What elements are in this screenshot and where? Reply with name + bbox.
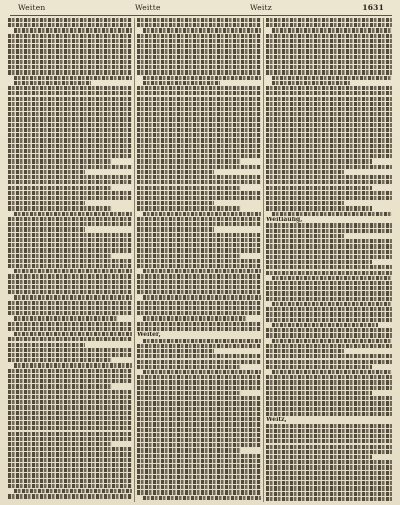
text-line [8, 274, 132, 278]
text-line [266, 434, 392, 438]
text-line [137, 55, 261, 59]
text-line [266, 492, 392, 496]
text-line [266, 312, 392, 316]
text-line [8, 112, 132, 116]
text-column-3 [266, 18, 392, 502]
text-line [8, 191, 132, 195]
text-line [8, 405, 132, 409]
text-line [266, 286, 392, 290]
text-line [8, 348, 132, 352]
text-line [137, 49, 261, 53]
text-line [8, 133, 132, 137]
text-line [143, 370, 261, 374]
text-line [137, 154, 261, 158]
text-line [137, 254, 241, 258]
text-line [14, 332, 132, 336]
text-line [266, 271, 392, 275]
text-line [8, 437, 132, 441]
text-line [137, 391, 241, 395]
text-line [272, 28, 392, 32]
text-line [8, 39, 132, 43]
text-line [8, 447, 132, 451]
text-line [137, 274, 261, 278]
header-rule [10, 15, 392, 16]
text-line [8, 138, 132, 142]
text-line [8, 426, 132, 430]
text-line [266, 186, 372, 190]
text-line [8, 233, 132, 237]
text-line [143, 339, 261, 343]
text-line [266, 191, 392, 195]
text-line [137, 238, 261, 242]
text-line [137, 464, 261, 468]
text-line [137, 407, 261, 411]
text-line [266, 159, 372, 163]
text-line [8, 102, 132, 106]
text-line [137, 97, 261, 101]
text-line [8, 44, 132, 48]
running-head-center-2: Weitz [250, 3, 272, 12]
text-line [266, 65, 392, 69]
text-line [137, 23, 261, 27]
text-line [137, 322, 261, 326]
text-line [137, 396, 261, 400]
text-line [14, 28, 132, 32]
text-line [143, 76, 261, 80]
text-line [137, 375, 261, 379]
text-column-1 [8, 18, 132, 502]
text-line [137, 386, 261, 390]
text-line [8, 301, 132, 305]
text-line [137, 175, 261, 179]
text-line [266, 239, 392, 243]
text-line [14, 81, 91, 85]
text-line [266, 307, 392, 311]
text-line [137, 159, 241, 163]
text-line [266, 44, 392, 48]
text-line [266, 180, 392, 184]
text-line [8, 86, 132, 90]
text-line [8, 379, 132, 383]
text-line [8, 458, 132, 462]
text-line [266, 349, 344, 353]
text-line [137, 248, 261, 252]
text-line [137, 306, 261, 310]
text-line [266, 429, 392, 433]
text-line [8, 180, 132, 184]
text-line [8, 322, 132, 326]
text-line [8, 107, 132, 111]
text-line [8, 70, 132, 74]
text-line [266, 391, 372, 395]
text-line [137, 170, 214, 174]
text-line [266, 465, 392, 469]
text-line [137, 490, 261, 494]
text-line [8, 285, 132, 289]
text-line [137, 117, 261, 121]
running-head-left: Weiten [18, 3, 46, 12]
text-line [143, 295, 261, 299]
text-line [8, 432, 132, 436]
text-line [8, 170, 85, 174]
text-line [266, 497, 392, 501]
text-line [137, 91, 261, 95]
text-line [266, 333, 392, 337]
text-line [137, 227, 214, 231]
text-line [8, 280, 132, 284]
text-line [8, 484, 132, 488]
text-line [266, 407, 392, 411]
text-line [8, 186, 112, 190]
text-line [266, 149, 392, 153]
text-line [8, 65, 132, 69]
text-line [137, 128, 261, 132]
text-line [266, 450, 392, 454]
text-line [137, 422, 261, 426]
text-line [8, 60, 132, 64]
text-line [8, 468, 132, 472]
text-line [137, 233, 261, 237]
text-line [137, 401, 261, 405]
text-line [137, 70, 261, 74]
text-line [266, 49, 392, 53]
text-line [143, 28, 261, 32]
text-line [266, 223, 392, 227]
text-line [266, 144, 392, 148]
text-line [14, 295, 132, 299]
text-line [8, 97, 132, 101]
text-line [143, 496, 261, 500]
column-divider-1 [134, 18, 135, 502]
text-line [137, 123, 261, 127]
text-line [137, 344, 261, 348]
text-line [266, 175, 392, 179]
text-line [137, 243, 261, 247]
text-line [137, 360, 261, 364]
text-line [137, 44, 261, 48]
text-line [8, 343, 85, 347]
entry-headword: Weitläufig, [266, 216, 303, 223]
text-line [8, 123, 132, 127]
text-line [266, 154, 392, 158]
text-line [266, 375, 392, 379]
text-line [266, 460, 392, 464]
text-line [8, 358, 112, 362]
text-line [8, 23, 132, 27]
text-line [266, 328, 392, 332]
text-line [266, 70, 392, 74]
text-line [8, 117, 132, 121]
running-head-center-1: Weitte [135, 3, 161, 12]
text-line [8, 400, 132, 404]
text-line [266, 481, 392, 485]
text-line [266, 91, 392, 95]
text-line [8, 149, 132, 153]
text-line [266, 439, 392, 443]
text-line [137, 412, 261, 416]
text-line [137, 112, 261, 116]
text-line [137, 201, 214, 205]
text-line [272, 323, 378, 327]
text-line [137, 149, 261, 153]
text-line [8, 222, 132, 226]
text-line [266, 165, 392, 169]
text-line [137, 290, 261, 294]
text-line [272, 212, 392, 216]
text-line [137, 264, 261, 268]
text-line [8, 264, 132, 268]
text-line [266, 138, 392, 142]
text-line [266, 318, 392, 322]
text-line [137, 443, 261, 447]
text-line [266, 401, 392, 405]
text-line [266, 476, 392, 480]
page-number: 1631 [362, 3, 384, 12]
text-line [143, 212, 261, 216]
text-line [14, 269, 132, 273]
text-line [137, 448, 241, 452]
text-line [8, 311, 132, 315]
text-line [8, 91, 132, 95]
text-line [266, 260, 372, 264]
text-line [272, 76, 392, 80]
text-line [266, 112, 392, 116]
text-line [266, 244, 392, 248]
text-line [8, 479, 132, 483]
text-line [8, 327, 132, 331]
text-line [266, 455, 372, 459]
text-line [137, 311, 261, 315]
text-line [8, 384, 112, 388]
text-line [14, 316, 118, 320]
text-line [137, 60, 261, 64]
text-line [266, 424, 392, 428]
text-line [137, 222, 261, 226]
text-line [8, 374, 132, 378]
text-line [266, 250, 392, 254]
text-line [8, 353, 132, 357]
text-line [8, 201, 85, 205]
text-line [137, 206, 241, 210]
text-line [137, 349, 214, 353]
text-line [266, 60, 392, 64]
text-line [137, 133, 261, 137]
text-line [137, 354, 261, 358]
text-line [14, 489, 132, 493]
text-line [137, 285, 261, 289]
text-line [137, 165, 261, 169]
text-line [266, 445, 392, 449]
text-line [137, 428, 261, 432]
text-line [137, 417, 261, 421]
text-line [8, 442, 112, 446]
text-line [8, 128, 132, 132]
text-line [266, 55, 392, 59]
text-line [266, 297, 392, 301]
text-line [8, 154, 132, 158]
text-line [8, 337, 132, 341]
text-line [266, 170, 344, 174]
text-line [137, 86, 261, 90]
text-line [266, 23, 392, 27]
text-line [8, 34, 132, 38]
text-line [266, 18, 392, 22]
text-line [8, 248, 132, 252]
text-line [137, 191, 261, 195]
text-line [266, 344, 392, 348]
text-line [137, 380, 261, 384]
text-line [8, 49, 132, 53]
text-line [8, 259, 132, 263]
text-line [266, 255, 392, 259]
text-line [137, 475, 261, 479]
text-line [137, 102, 261, 106]
text-line [8, 227, 85, 231]
text-line [14, 76, 132, 80]
text-line [137, 217, 261, 221]
text-line [266, 471, 392, 475]
text-line [137, 180, 261, 184]
text-line [137, 259, 261, 263]
text-line [143, 81, 220, 85]
text-line [266, 360, 392, 364]
text-line [272, 370, 392, 374]
text-line [8, 463, 132, 467]
text-line [272, 276, 392, 280]
text-line [266, 196, 392, 200]
text-line [8, 494, 132, 498]
text-line [137, 469, 261, 473]
text-line [137, 39, 261, 43]
text-line [8, 206, 112, 210]
text-line [8, 159, 112, 163]
text-line [137, 327, 261, 331]
text-line [137, 433, 261, 437]
text-line [8, 369, 132, 373]
text-line [8, 416, 132, 420]
text-line [137, 485, 261, 489]
text-line [8, 165, 132, 169]
text-line [266, 354, 392, 358]
text-line [266, 365, 372, 369]
text-line [8, 452, 132, 456]
text-line [137, 18, 261, 22]
text-column-2 [137, 18, 261, 502]
text-line [8, 217, 132, 221]
text-line [266, 128, 392, 132]
text-line [137, 144, 261, 148]
text-line [137, 459, 261, 463]
text-line [266, 386, 392, 390]
text-line [8, 290, 132, 294]
text-line [14, 212, 132, 216]
text-line [143, 269, 261, 273]
text-line [266, 380, 392, 384]
text-line [266, 34, 392, 38]
text-line [266, 102, 392, 106]
text-line [137, 280, 261, 284]
text-line [8, 18, 132, 22]
entry-headword: Weiter, [137, 332, 161, 339]
page-header [0, 3, 400, 15]
text-line [266, 412, 392, 416]
text-line [8, 421, 132, 425]
text-line [266, 265, 392, 269]
text-line [137, 454, 261, 458]
text-line [8, 473, 132, 477]
text-line [266, 396, 392, 400]
text-line [8, 238, 132, 242]
text-line [266, 486, 392, 490]
text-line [137, 138, 261, 142]
text-line [272, 81, 350, 85]
text-line [8, 411, 132, 415]
text-line [137, 196, 261, 200]
text-line [266, 86, 392, 90]
entry-headword: Weitz, [266, 417, 287, 424]
text-line [266, 234, 344, 238]
text-line [137, 480, 261, 484]
text-line [137, 186, 241, 190]
text-line [137, 438, 261, 442]
text-line [8, 144, 132, 148]
text-line [266, 39, 392, 43]
text-line [137, 301, 261, 305]
text-line [8, 390, 132, 394]
text-line [266, 123, 392, 127]
text-line [8, 196, 132, 200]
text-line [266, 229, 392, 233]
text-line [8, 395, 132, 399]
text-line [266, 206, 372, 210]
text-line [137, 34, 261, 38]
text-line [272, 302, 392, 306]
text-line [266, 97, 392, 101]
text-line [266, 117, 392, 121]
text-line [272, 339, 392, 343]
text-line [137, 107, 261, 111]
text-line [14, 363, 132, 367]
text-line [266, 291, 392, 295]
text-line [266, 133, 392, 137]
text-line [143, 316, 247, 320]
text-line [8, 55, 132, 59]
text-line [266, 107, 392, 111]
text-line [8, 175, 132, 179]
column-divider-2 [263, 18, 264, 502]
text-line [8, 243, 132, 247]
text-line [266, 201, 344, 205]
text-line [8, 254, 112, 258]
text-line [137, 65, 261, 69]
text-line [137, 365, 241, 369]
text-line [8, 306, 132, 310]
text-line [266, 281, 392, 285]
